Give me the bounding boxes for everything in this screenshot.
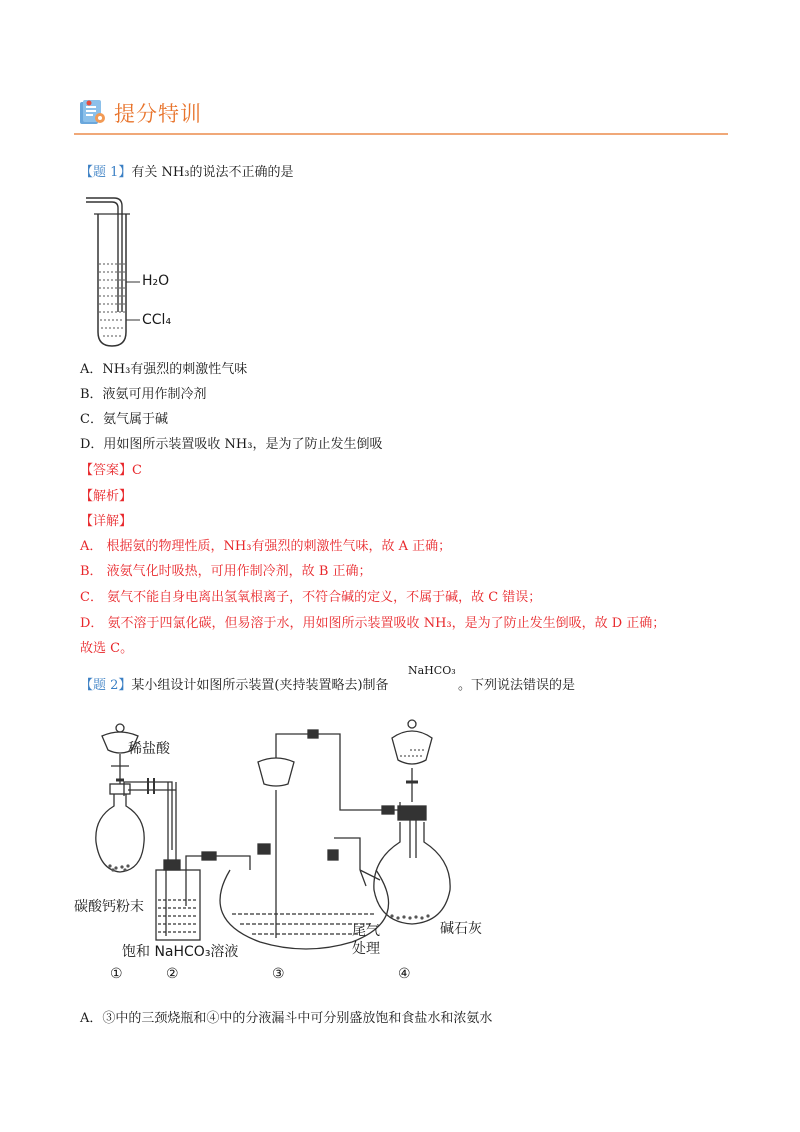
document-icon [78, 98, 108, 126]
powder-label: 碳酸钙粉末 [74, 899, 144, 915]
q2-formula: NaHCO₃ [408, 664, 456, 677]
q1-detail-heading: 【详解】 [80, 514, 133, 529]
q1-stem-line [80, 164, 293, 182]
lime-label: 碱石灰 [440, 921, 482, 937]
q1-option-a: A．NH₃有强烈的刺激性气味 [80, 362, 248, 377]
q1-explanation-c: C． 氨气不能自身电离出氢氧根离子，不符合碱的定义，不属于碱，故 C 错误； [80, 590, 542, 605]
q1-explanation-d: D． 氨不溶于四氯化碳，但易溶于水，用如图所示装置吸收 NH₃，是为了防止发生倒吸，故 D 正确； [80, 616, 666, 631]
q1-option-c: C．氨气属于碱 [80, 412, 168, 427]
saturated-label: 饱和 NaHCO₃溶液 [122, 944, 239, 960]
q1-test-tube-figure [84, 192, 194, 350]
apparatus-3-label: ③ [272, 966, 285, 982]
q2-stem: 某小组设计如图所示装置(夹持装置略去)制备 [131, 678, 389, 693]
q2-option-a: A．③中的三颈烧瓶和④中的分液漏斗中可分别盛放饱和食盐水和浓氨水 [80, 1011, 493, 1026]
q1-stem: 有关 NH₃的说法不正确的是 [131, 165, 294, 180]
apparatus-4-label: ④ [398, 966, 411, 982]
q1-option-b: B．液氨可用作制冷剂 [80, 387, 207, 402]
q1-explanation-a: A． 根据氨的物理性质，NH₃有强烈的刺激性气味，故 A 正确； [80, 539, 452, 554]
q1-tag: 【题 1】 [80, 165, 132, 180]
page-title: 提分特训 [114, 102, 202, 126]
q1-explanation-b: B． 液氨气化时吸热，可用作制冷剂，故 B 正确； [80, 564, 372, 579]
q1-analysis-heading: 【解析】 [80, 489, 133, 504]
tail-gas-label-1: 尾气 [352, 923, 380, 939]
water-label: H₂O [142, 273, 170, 289]
q2-stem-line [80, 677, 389, 695]
q1-answer: 【答案】C [80, 463, 142, 478]
title-divider [74, 133, 728, 135]
tail-gas-label-2: 处理 [352, 941, 380, 957]
q1-conclusion: 故选 C。 [80, 641, 134, 656]
apparatus-1-label: ① [110, 966, 123, 982]
apparatus-2-label: ② [166, 966, 179, 982]
q2-tag: 【题 2】 [80, 678, 132, 693]
ccl4-label: CCl₄ [142, 312, 172, 328]
q1-option-d: D．用如图所示装置吸收 NH₃，是为了防止发生倒吸 [80, 437, 383, 452]
acid-label: 稀盐酸 [128, 741, 170, 757]
q2-stem-end: 。下列说法错误的是 [458, 678, 576, 693]
test-tube-svg [84, 192, 194, 350]
